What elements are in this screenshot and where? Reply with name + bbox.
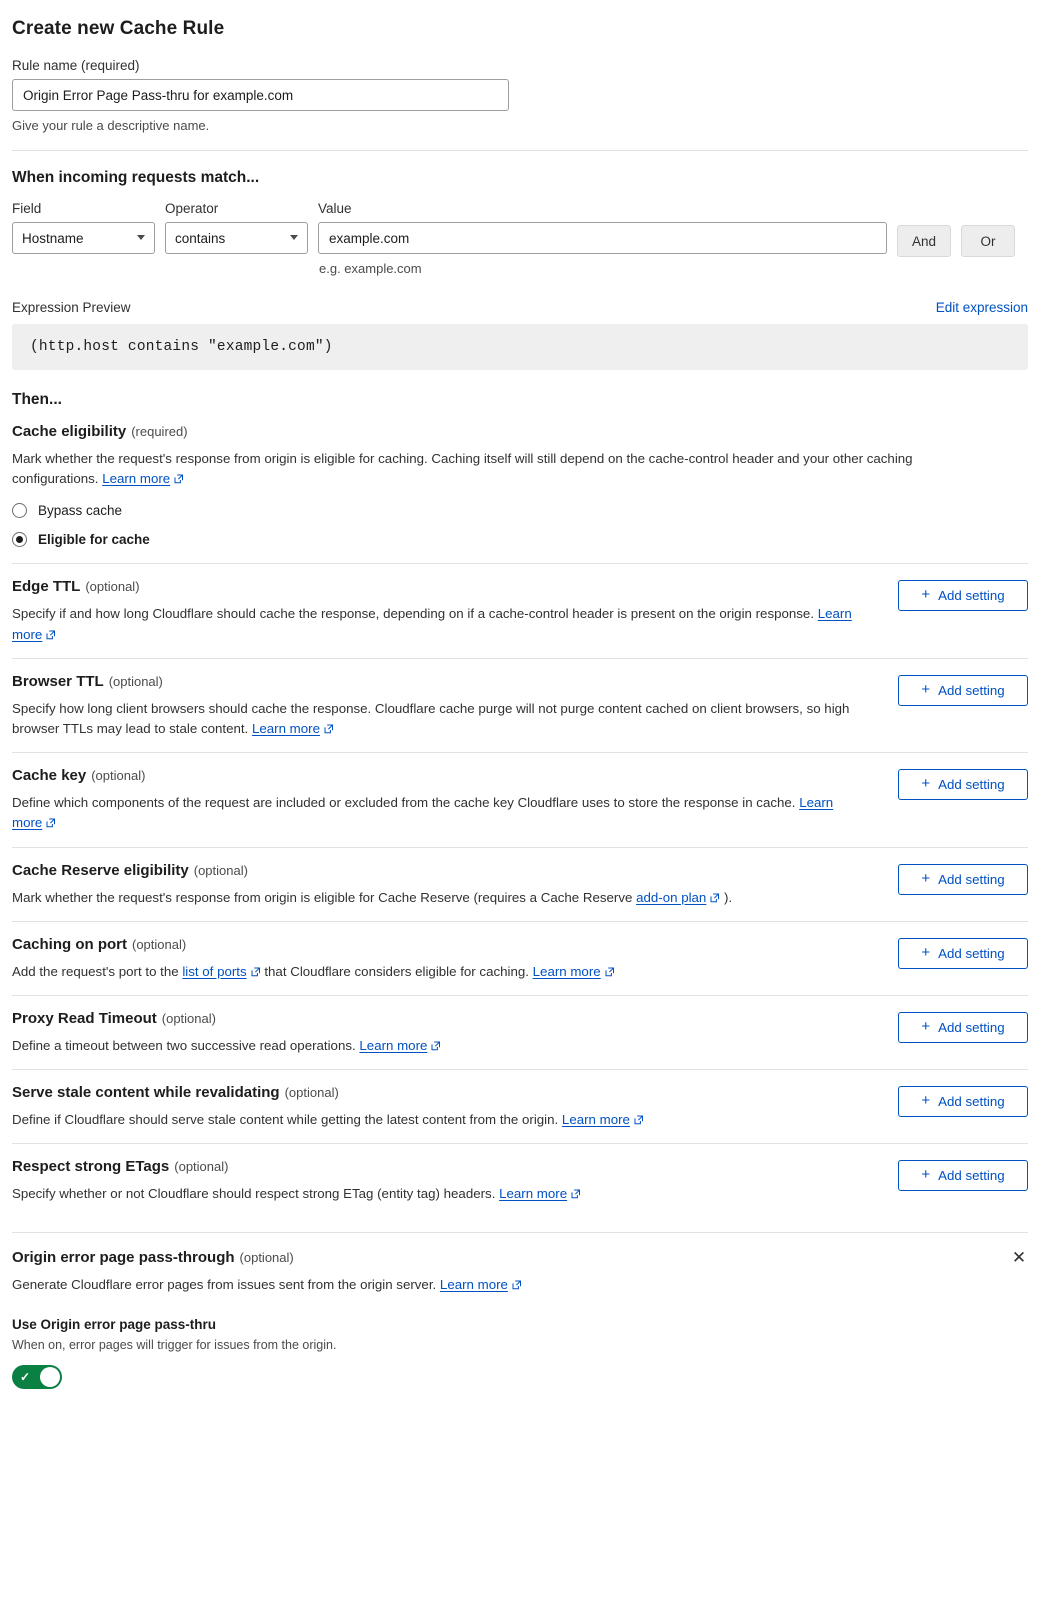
rule-name-label: Rule name (required) bbox=[12, 58, 140, 73]
setting-block-proxy-read-timeout bbox=[12, 996, 1028, 1070]
add-setting-button[interactable] bbox=[898, 1160, 1028, 1191]
external-link-icon bbox=[634, 1111, 644, 1121]
setting-block-browser-ttl bbox=[12, 659, 1028, 753]
external-link-icon bbox=[251, 963, 261, 973]
value-hint: e.g. example.com bbox=[319, 261, 422, 276]
setting-description bbox=[12, 1036, 857, 1056]
or-button[interactable]: Or bbox=[961, 225, 1015, 257]
optional-tag: (optional) bbox=[132, 936, 187, 952]
origin-pass-thru-toggle-title: Use Origin error page pass-thru bbox=[12, 1316, 217, 1332]
rule-name-input[interactable] bbox=[12, 79, 509, 111]
field-select[interactable] bbox=[12, 222, 155, 254]
setting-title: Browser TTL bbox=[12, 672, 104, 690]
rule-name-help: Give your rule a descriptive name. bbox=[12, 118, 210, 133]
learn-more-link[interactable]: Learn more bbox=[12, 606, 852, 642]
plus-icon: + bbox=[921, 869, 931, 887]
setting-description bbox=[12, 888, 857, 908]
add-setting-button[interactable] bbox=[898, 938, 1028, 969]
expression-header bbox=[12, 300, 1028, 315]
setting-block-caching-on-port bbox=[12, 922, 1028, 996]
add-setting-button[interactable] bbox=[898, 1086, 1028, 1117]
origin-error-page-block bbox=[12, 1232, 1028, 1389]
setting-title: Respect strong ETags bbox=[12, 1158, 170, 1176]
setting-desc-tail: ). bbox=[724, 889, 733, 905]
setting-block-cache-reserve bbox=[12, 848, 1028, 922]
optional-tag: (optional) bbox=[174, 1159, 229, 1175]
origin-error-page-title: Origin error page pass-through bbox=[12, 1248, 235, 1266]
add-setting-label: Add setting bbox=[938, 945, 1005, 961]
external-link-icon bbox=[46, 814, 56, 824]
add-setting-label: Add setting bbox=[938, 871, 1005, 887]
divider-1 bbox=[12, 150, 1028, 151]
origin-error-page-desc-text: Generate Cloudflare error pages from issues sent from the origin server. bbox=[12, 1276, 437, 1292]
field-column bbox=[12, 201, 155, 254]
radio-icon bbox=[12, 503, 27, 518]
radio-eligible-for-cache-label: Eligible for cache bbox=[38, 532, 150, 548]
setting-block-cache-key bbox=[12, 753, 1028, 847]
then-title: Then... bbox=[12, 391, 62, 408]
close-icon[interactable]: ✕ bbox=[1011, 1247, 1027, 1267]
match-section-title: When incoming requests match... bbox=[12, 169, 260, 186]
setting-desc-text: Add the request's port to the bbox=[12, 963, 179, 979]
toggle-knob bbox=[40, 1367, 60, 1387]
learn-more-link[interactable]: Learn more bbox=[102, 471, 171, 487]
optional-tag: (optional) bbox=[284, 1085, 339, 1101]
setting-description bbox=[12, 1184, 857, 1204]
setting-title: Serve stale content while revalidating bbox=[12, 1084, 280, 1102]
learn-more-link[interactable]: Learn more bbox=[359, 1038, 428, 1054]
and-button[interactable]: And bbox=[897, 225, 951, 257]
radio-bypass-cache[interactable] bbox=[12, 503, 1028, 518]
operator-select[interactable] bbox=[165, 222, 308, 254]
plus-icon: + bbox=[921, 1018, 931, 1036]
field-label: Field bbox=[12, 201, 42, 216]
check-icon: ✓ bbox=[20, 1369, 31, 1384]
setting-block-edge-ttl bbox=[12, 564, 1028, 658]
setting-desc-tail: that Cloudflare considers eligible for caching. bbox=[264, 963, 529, 979]
add-setting-label: Add setting bbox=[938, 588, 1005, 604]
list-of-ports-link[interactable]: list of ports bbox=[182, 963, 247, 979]
optional-tag: (optional) bbox=[193, 862, 248, 878]
setting-description bbox=[12, 699, 857, 739]
value-input[interactable] bbox=[318, 222, 887, 254]
edit-expression-link[interactable]: Edit expression bbox=[935, 300, 1028, 315]
operator-label: Operator bbox=[165, 201, 219, 216]
page-title: Create new Cache Rule bbox=[12, 18, 225, 39]
rule-name-group bbox=[12, 58, 1028, 133]
add-setting-button[interactable] bbox=[898, 1012, 1028, 1043]
add-setting-label: Add setting bbox=[938, 682, 1005, 698]
add-setting-label: Add setting bbox=[938, 1020, 1005, 1036]
plus-icon: + bbox=[921, 680, 931, 698]
plus-icon: + bbox=[921, 943, 931, 961]
cache-eligibility-description bbox=[12, 449, 1002, 489]
optional-tag: (optional) bbox=[161, 1011, 216, 1027]
setting-description bbox=[12, 793, 857, 833]
setting-desc-text: Specify whether or not Cloudflare should respect strong ETag (entity tag) headers. bbox=[12, 1186, 496, 1202]
setting-description bbox=[12, 962, 857, 982]
cache-eligibility-block bbox=[12, 409, 1028, 564]
cache-eligibility-required-tag: (required) bbox=[131, 424, 188, 439]
add-on-plan-link[interactable]: add-on plan bbox=[636, 889, 707, 905]
external-link-icon bbox=[710, 889, 720, 899]
add-setting-button[interactable] bbox=[898, 769, 1028, 800]
radio-selected-icon bbox=[12, 532, 27, 547]
add-setting-button[interactable] bbox=[898, 580, 1028, 611]
learn-more-link[interactable]: Learn more bbox=[561, 1112, 630, 1128]
origin-pass-thru-toggle-sub: When on, error pages will trigger for issues from the origin. bbox=[12, 1337, 337, 1352]
learn-more-link[interactable]: Learn more bbox=[499, 1186, 568, 1202]
setting-title: Cache key bbox=[12, 767, 87, 785]
external-link-icon bbox=[571, 1185, 581, 1195]
radio-eligible-for-cache[interactable] bbox=[12, 532, 1028, 547]
external-link-icon bbox=[512, 1276, 522, 1286]
radio-bypass-cache-label: Bypass cache bbox=[38, 503, 123, 519]
value-column bbox=[318, 201, 887, 276]
external-link-icon bbox=[605, 963, 615, 973]
and-or-buttons bbox=[897, 201, 1015, 257]
value-label: Value bbox=[318, 201, 352, 216]
setting-desc-text: Define if Cloudflare should serve stale content while getting the latest content from the origin. bbox=[12, 1112, 559, 1128]
learn-more-link[interactable]: Learn more bbox=[532, 963, 601, 979]
optional-tag: (optional) bbox=[108, 673, 163, 689]
external-link-icon bbox=[46, 626, 56, 636]
plus-icon: + bbox=[921, 586, 931, 604]
setting-desc-text: Specify how long client browsers should cache the response. Cloudflare cache purge will not purge content cached on client browsers, so high browser TTLs may lead to stale content. bbox=[12, 700, 850, 737]
setting-desc-text: Define a timeout between two successive read operations. bbox=[12, 1038, 356, 1054]
add-setting-button[interactable] bbox=[898, 864, 1028, 895]
add-setting-label: Add setting bbox=[938, 777, 1005, 793]
learn-more-link[interactable]: Learn more bbox=[251, 721, 320, 737]
external-link-icon bbox=[174, 470, 184, 480]
expression-label: Expression Preview bbox=[12, 300, 131, 315]
add-setting-button[interactable] bbox=[898, 675, 1028, 706]
match-row bbox=[12, 201, 1028, 276]
add-setting-label: Add setting bbox=[938, 1094, 1005, 1110]
expression-preview: (http.host contains "example.com") bbox=[12, 324, 1028, 370]
origin-pass-thru-toggle[interactable] bbox=[12, 1365, 62, 1389]
optional-tag: (optional) bbox=[85, 579, 140, 595]
plus-icon: + bbox=[921, 1092, 931, 1110]
setting-block-serve-stale-content bbox=[12, 1070, 1028, 1144]
add-setting-label: Add setting bbox=[938, 1168, 1005, 1184]
setting-title: Proxy Read Timeout bbox=[12, 1010, 157, 1028]
setting-desc-text: Specify if and how long Cloudflare should cache the response, depending on if a cache-control header is present on the origin response. bbox=[12, 606, 815, 622]
setting-block-respect-strong-etags bbox=[12, 1144, 1028, 1217]
learn-more-link[interactable]: Learn more bbox=[439, 1276, 508, 1292]
operator-column bbox=[165, 201, 308, 254]
plus-icon: + bbox=[921, 1166, 931, 1184]
setting-desc-text: Define which components of the request are included or excluded from the cache key Cloudflare uses to store the response in cache. bbox=[12, 795, 796, 811]
setting-description bbox=[12, 604, 857, 644]
optional-tag: (optional) bbox=[91, 768, 146, 784]
cache-eligibility-desc-text: Mark whether the request's response from origin is eligible for caching. Caching itself will still depend on the cache-control header and your other caching configurations. bbox=[12, 451, 913, 487]
plus-icon: + bbox=[921, 775, 931, 793]
origin-error-page-description bbox=[12, 1275, 1002, 1295]
external-link-icon bbox=[431, 1037, 441, 1047]
setting-description bbox=[12, 1110, 857, 1130]
setting-title: Cache Reserve eligibility bbox=[12, 861, 189, 879]
setting-title: Edge TTL bbox=[12, 578, 81, 596]
external-link-icon bbox=[324, 720, 334, 730]
setting-title: Caching on port bbox=[12, 935, 127, 953]
setting-desc-text: Mark whether the request's response from origin is eligible for Cache Reserve (requires a Cache Reserve bbox=[12, 889, 633, 905]
cache-eligibility-title: Cache eligibility bbox=[12, 423, 127, 440]
learn-more-link[interactable]: Learn more bbox=[12, 795, 834, 831]
optional-tag: (optional) bbox=[239, 1249, 294, 1265]
